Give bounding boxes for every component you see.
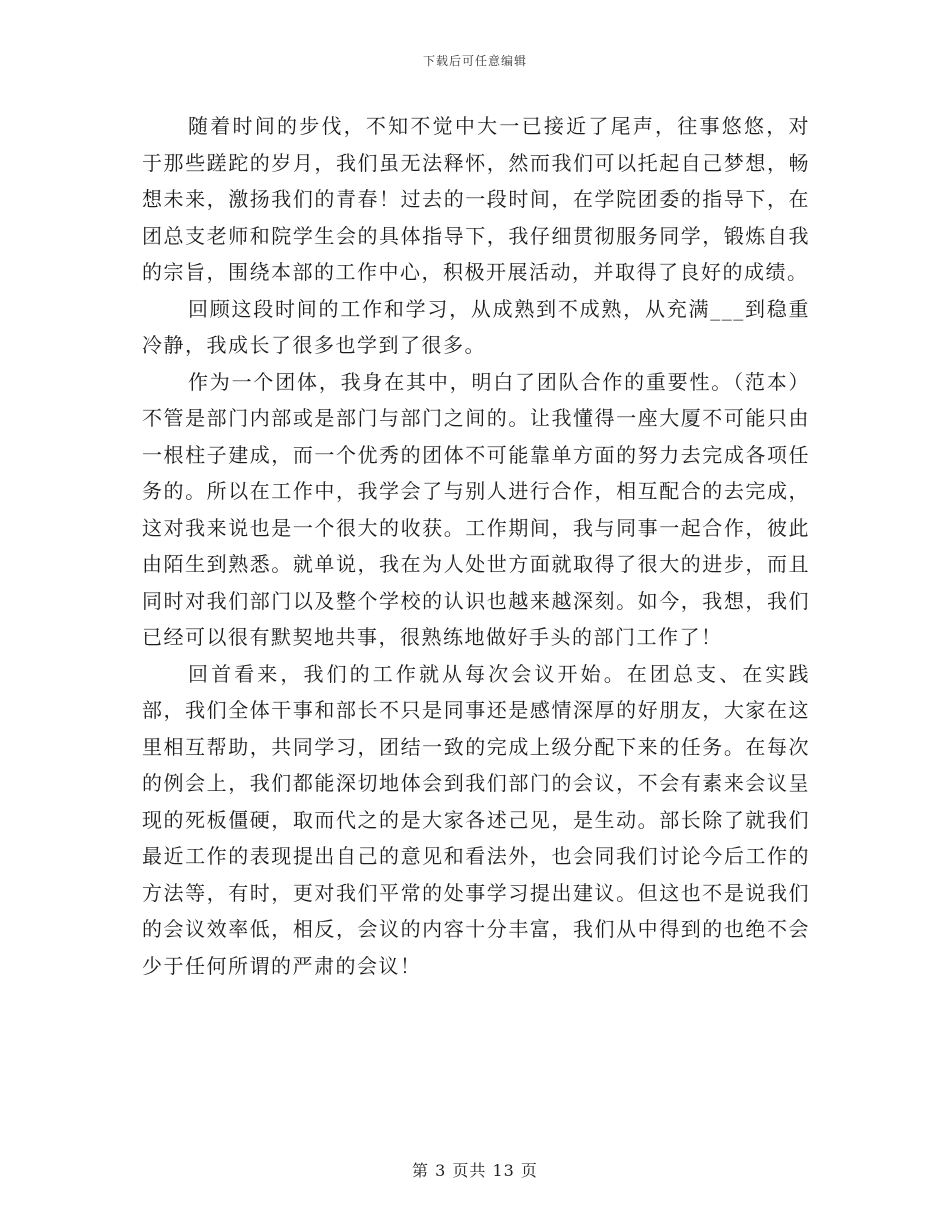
paragraph-1: 随着时间的步伐，不知不觉中大一已接近了尾声，往事悠悠，对于那些蹉跎的岁月，我们虽无法释怀，然而我们可以托起自己梦想，畅想未来，激扬我们的青春！过去的一段时间，在学院团委的指导下，在团总支老师和院学生会的具体指导下，我仔细贯彻服务同学，锻炼自我的宗旨，围绕本部的工作中心，积极开展活动，并取得了良好的成绩。: [142, 114, 810, 284]
document-body: [142, 108, 810, 984]
paragraph-4: 回首看来，我们的工作就从每次会议开始。在团总支、在实践部，我们全体干事和部长不只是同事还是感情深厚的好朋友，大家在这里相互帮助，共同学习，团结一致的完成上级分配下来的任务。在每次的例会上，我们都能深切地体会到我们部门的会议，不会有素来会议呈现的死板僵硬，取而代之的是大家各述己见，是生动。部长除了就我们最近工作的表现提出自己的意见和看法外，也会同我们讨论今后工作的方法等，有时，更对我们平常的处事学习提出建议。但这也不是说我们的会议效率低，相反，会议的内容十分丰富，我们从中得到的也绝不会少于任何所谓的严肃的会议！: [142, 661, 810, 978]
page-footer: 第 3 页共 13 页: [412, 1161, 538, 1180]
page-header: 下载后可任意编辑: [422, 54, 527, 68]
paragraph-2: 回顾这段时间的工作和学习，从成熟到不成熟，从充满___到稳重冷静，我成长了很多也学到了很多。: [142, 296, 810, 357]
paragraph-3: 作为一个团体，我身在其中，明白了团队合作的重要性。（范本）不管是部门内部或是部门与部门之间的。让我懂得一座大厦不可能只由一根柱子建成，而一个优秀的团体不可能靠单方面的努力去完成各项任务的。所以在工作中，我学会了与别人进行合作，相互配合的去完成，这对我来说也是一个很大的收获。工作期间，我与同事一起合作，彼此由陌生到熟悉。就单说，我在为人处世方面就取得了很大的进步，而且同时对我们部门以及整个学校的认识也越来越深刻。如今，我想，我们已经可以很有默契地共事，很熟练地做好手头的部门工作了！: [142, 369, 810, 649]
